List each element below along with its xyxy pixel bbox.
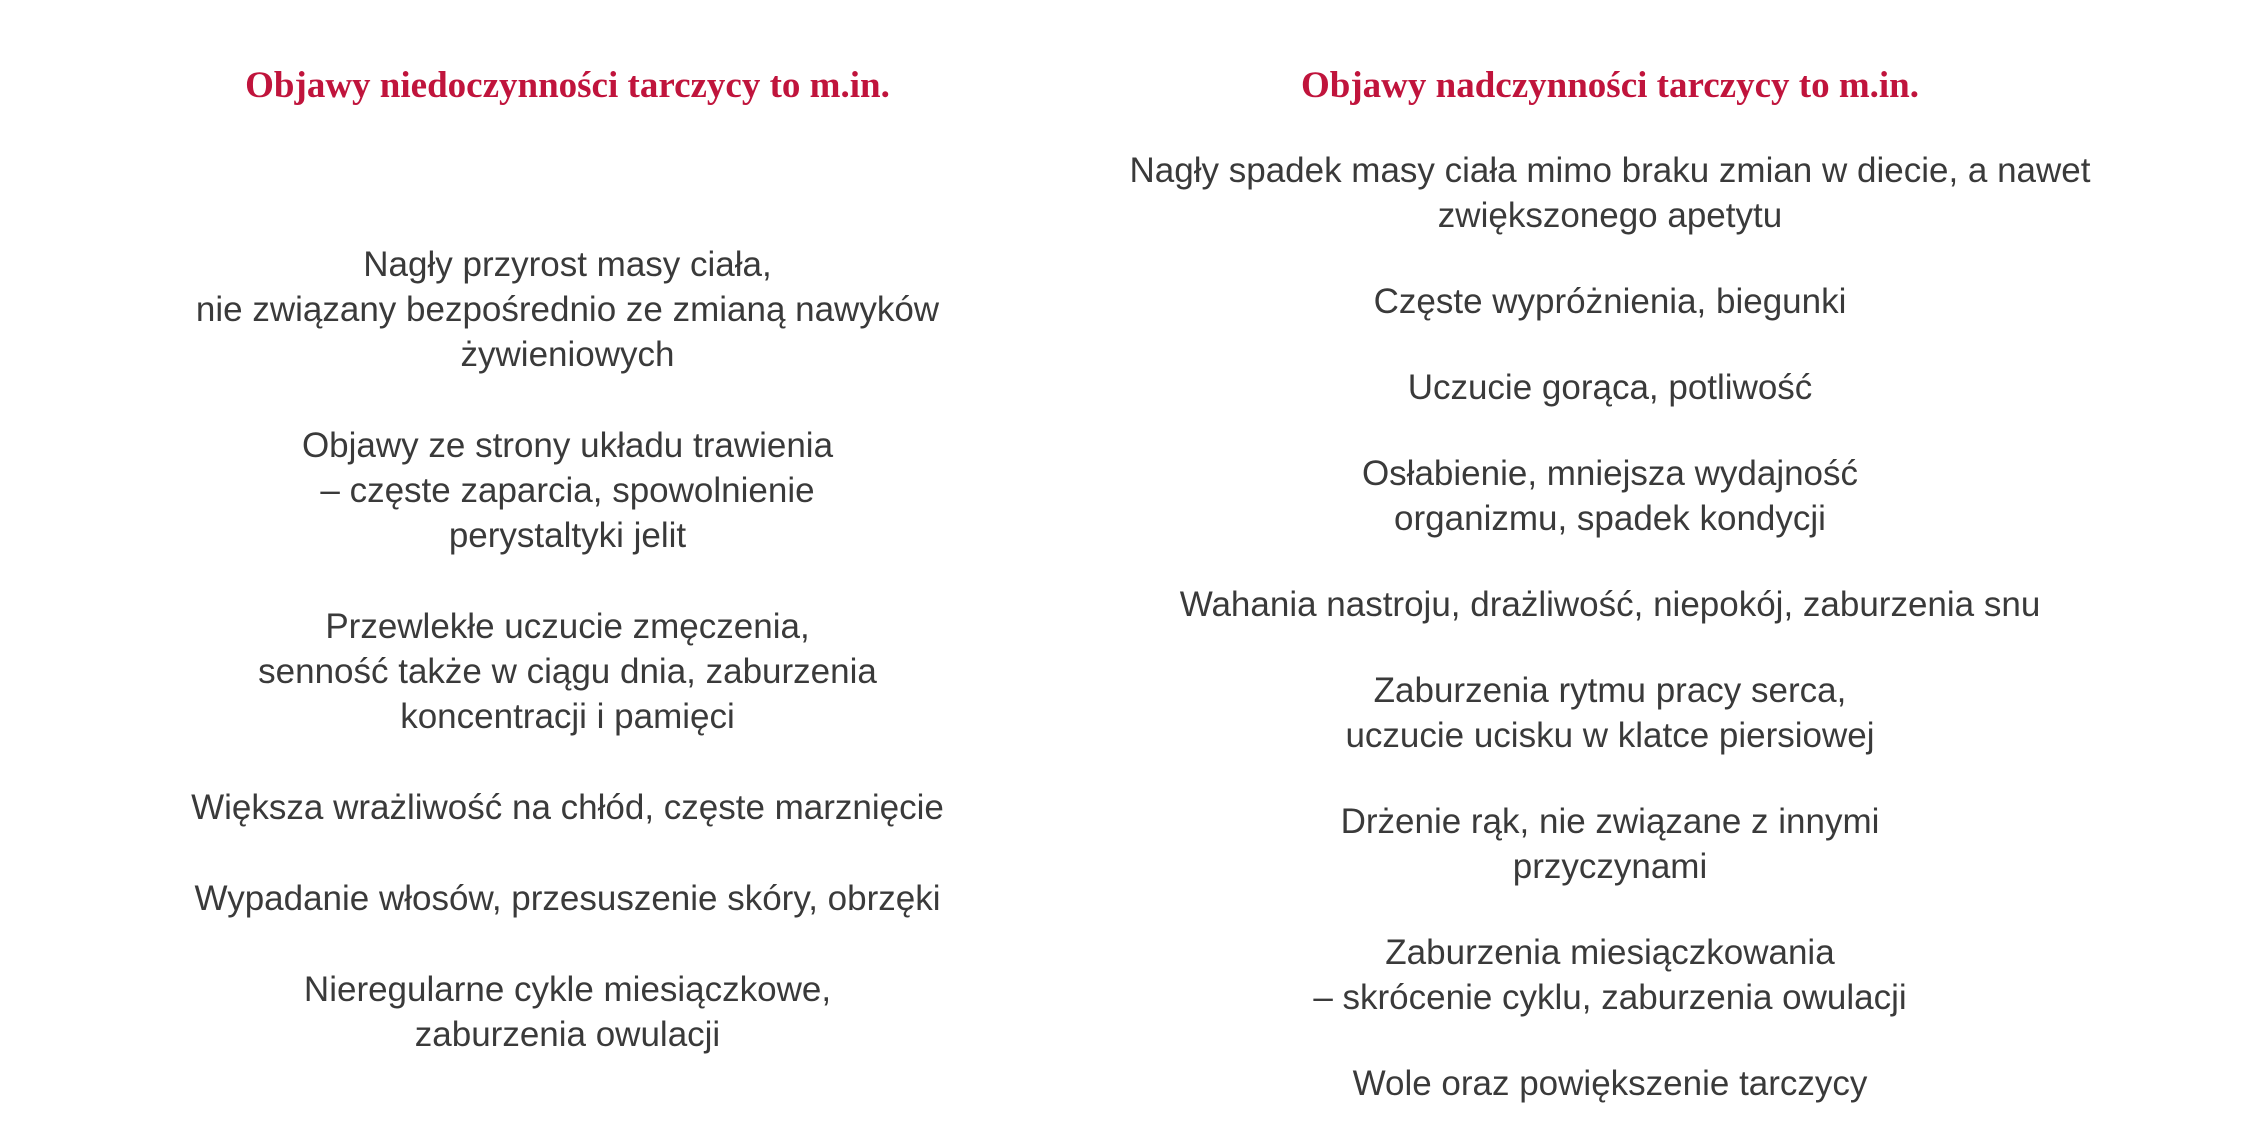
symptom-item: Uczucie gorąca, potliwość xyxy=(1407,368,1813,407)
symptom-item: Nagły spadek masy ciała mimo braku zmian w diecie, a nawet zwiększonego apetytu xyxy=(1129,151,2091,235)
symptom-item: Drżenie rąk, nie związane z innymi przyczynami xyxy=(1340,802,1880,886)
symptom-item: Nieregularne cykle miesiączkowe, zaburzenia owulacji xyxy=(303,970,832,1054)
symptom-item: Zaburzenia miesiączkowania – skrócenie cyklu, zaburzenia owulacji xyxy=(1313,933,1907,1017)
hyperthyroid-symptom-list xyxy=(1110,148,2110,1147)
symptom-item: Przewlekłe uczucie zmęczenia, senność także w ciągu dnia, zaburzenia koncentracji i pamięci xyxy=(258,607,877,736)
symptom-item: Nagły przyrost masy ciała, nie związany bezpośrednio ze zmianą nawyków żywieniowych xyxy=(195,245,940,374)
symptom-item: Większa wrażliwość na chłód, częste marznięcie xyxy=(191,788,944,827)
symptom-item: Częste wypróżnienia, biegunki xyxy=(1373,282,1847,321)
hypothyroid-symptom-list xyxy=(140,242,995,1103)
symptom-item: Wole oraz powiększenie tarczycy xyxy=(1352,1064,1868,1103)
symptom-item: Zaburzenia rytmu pracy serca, uczucie ucisku w klatce piersiowej xyxy=(1345,671,1875,755)
hypothyroid-heading: Objawy niedoczynności tarczycy to m.in. xyxy=(245,65,890,106)
hyperthyroid-heading: Objawy nadczynności tarczycy to m.in. xyxy=(1301,65,1919,106)
symptom-item: Objawy ze strony układu trawienia – częste zaparcia, spowolnienie perystaltyki jelit xyxy=(301,426,834,555)
symptom-item: Wypadanie włosów, przesuszenie skóry, obrzęki xyxy=(194,879,941,918)
symptom-item: Wahania nastroju, drażliwość, niepokój, zaburzenia snu xyxy=(1179,585,2041,624)
symptom-item: Osłabienie, mniejsza wydajność organizmu, spadek kondycji xyxy=(1361,454,1859,538)
